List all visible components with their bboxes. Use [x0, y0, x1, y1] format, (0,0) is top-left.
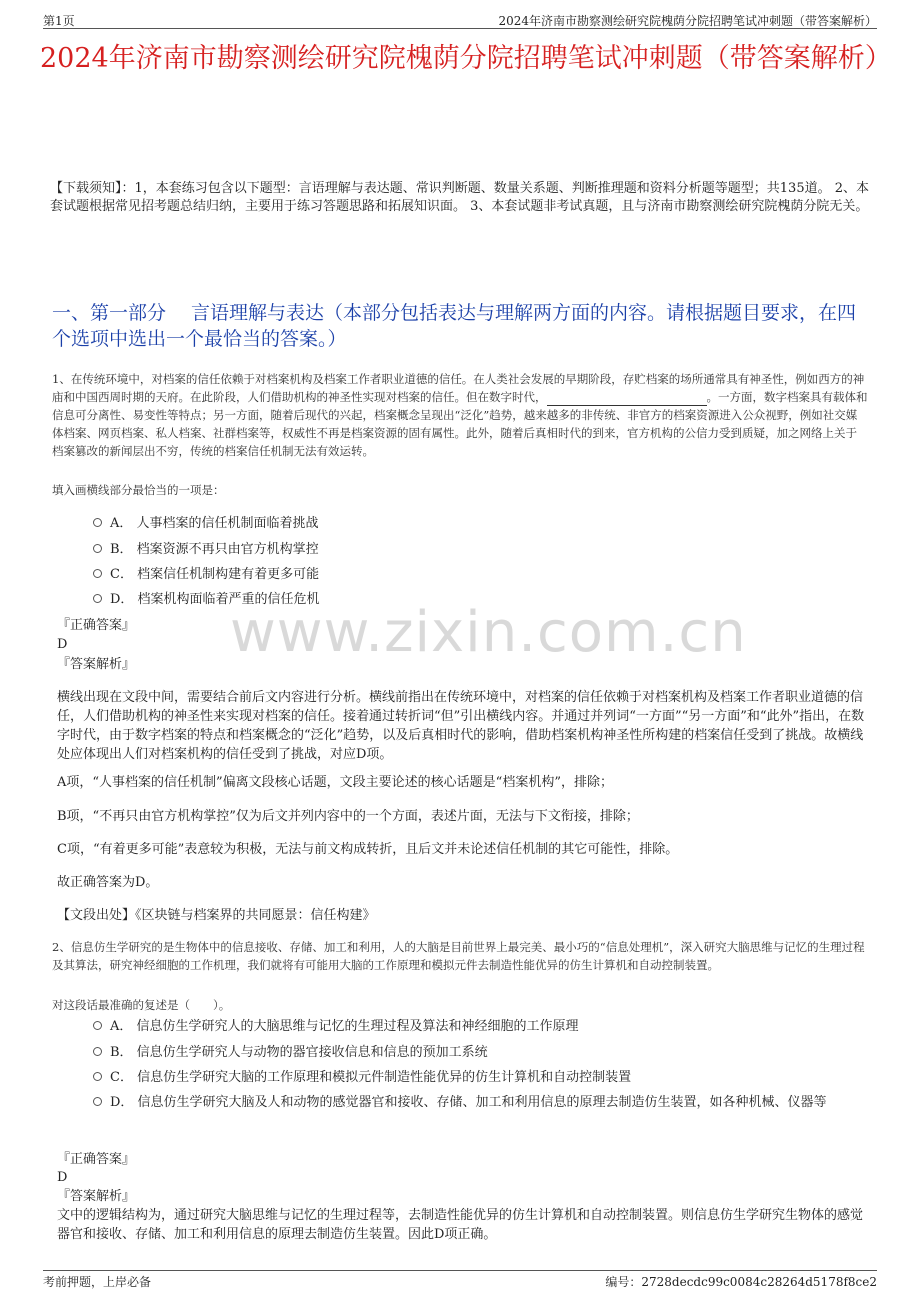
- option-text: A． 信息仿生学研究人的大脑思维与记忆的生理过程及算法和神经细胞的工作原理: [110, 1019, 579, 1034]
- question-2-analysis: 文中的逻辑结构为，通过研究大脑思维与记忆的生理过程等，去制造性能优异的仿生计算机和自动控制装置。则信息仿生学研究生物体的感觉器官和接收、存储、加工和利用信息的原理去制造仿生装置。因此D项正确。: [57, 1208, 864, 1242]
- page-number: 第1页: [43, 14, 75, 28]
- page-footer: [43, 1270, 877, 1287]
- question-1-option-c[interactable]: [93, 565, 860, 585]
- question-2-stem: 2、信息仿生学研究的是生物体中的信息接收、存储、加工和利用，人的大脑是目前世界上最完美、最小巧的“信息处理机”，深入研究大脑思维与记忆的生理过程及其算法，研究神经细胞的工作机理，我们就将有可能用大脑的工作原理和模拟元件去制造性能优异的仿生计算机和自动控制装置。: [52, 940, 865, 972]
- question-1-stem-part-a: 1、在传统环境中，对档案的信任依赖于对档案机构及档案工作者职业道德的信任。在人类社会发展的早期阶段，存贮档案的场所通常具有神圣性，例如西方的神庙和中国西周时期的天府。在此阶段，人们借助机构的神圣性实现对档案的信任。但在数字时代，: [52, 372, 865, 404]
- watermark: www.zixin.com.cn: [230, 600, 747, 665]
- option-text: B． 档案资源不再只由官方机构掌控: [110, 542, 319, 557]
- option-text: B． 信息仿生学研究人与动物的器官接收信息和信息的预加工系统: [110, 1045, 488, 1060]
- question-2-option-a[interactable]: [93, 1017, 860, 1037]
- question-2-option-b[interactable]: [93, 1043, 860, 1063]
- question-2-answer: D: [57, 1170, 68, 1185]
- question-2-answer-label: 『正确答案』: [57, 1152, 136, 1167]
- radio-icon[interactable]: [93, 544, 102, 553]
- radio-icon[interactable]: [93, 1097, 102, 1106]
- document-title: 2024年济南市勘察测绘研究院槐荫分院招聘笔试冲刺题（带答案解析）: [40, 43, 892, 74]
- option-text: C． 档案信任机制构建有着更多可能: [110, 567, 320, 582]
- radio-icon[interactable]: [93, 1072, 102, 1081]
- radio-icon[interactable]: [93, 518, 102, 527]
- question-1-analysis-label: 『答案解析』: [57, 657, 136, 672]
- radio-icon[interactable]: [93, 594, 102, 603]
- question-1-explain-b: B项，“不再只由官方机构掌控”仅为后文并列内容中的一个方面，表述片面，无法与下文衔接，排除；: [57, 809, 639, 824]
- question-1-answer: D: [57, 637, 68, 652]
- page-header: [43, 10, 877, 29]
- question-1-option-b[interactable]: [93, 540, 860, 560]
- radio-icon[interactable]: [93, 1021, 102, 1030]
- question-1-explain-a: A项，“人事档案的信任机制”偏离文段核心话题，文段主要论述的核心话题是“档案机构”，排除；: [57, 775, 613, 790]
- question-1-prompt: 填入画横线部分最恰当的一项是：: [52, 483, 225, 497]
- question-1-stem-part-b: 。一方面，数字档案具有载体和信息可分离性、易变性等特点；另一方面，随着后现代的兴起，档案概念呈现出“泛化”趋势，越来越多的非传统、非官方的档案资源进入公众视野，例如社交媒体档案、网页档案、私人档案、社群档案等，权威性不再是档案资源的固有属性。此外，随着后真相时代的到来，官方机构的公信力受到质疑，加之网络上关于档案篡改的新闻层出不穷，传统的档案信任机制无法有效运转。: [52, 390, 868, 458]
- fill-blank-line: [547, 393, 707, 406]
- option-text: C． 信息仿生学研究大脑的工作原理和模拟元件制造性能优异的仿生计算机和自动控制装置: [110, 1070, 632, 1085]
- question-1-explain-c: C项，“有着更多可能”表意较为积极，无法与前文构成转折，且后文并未论述信任机制的其它可能性，排除。: [57, 842, 679, 857]
- question-1-stem: [52, 370, 868, 460]
- question-2-analysis-label: 『答案解析』: [57, 1189, 136, 1204]
- question-1-answer-label: 『正确答案』: [57, 618, 136, 633]
- option-text: D． 档案机构面临着严重的信任危机: [110, 592, 320, 607]
- question-1-analysis: 横线出现在文段中间，需要结合前后文内容进行分析。横线前指出在传统环境中，对档案的信任依赖于对档案机构及档案工作者职业道德的信任，人们借助机构的神圣性来实现对档案的信任。接着通过转折词“但”引出横线内容。并通过并列词“一方面”“另一方面”和“此外”指出，在数字时代，由于数字档案的特点和档案概念的“泛化”趋势，以及后真相时代的影响，借助档案机构神圣性所构建的档案信任受到了挑战。故横线处应体现出人们对档案机构的信任受到了挑战，对应D项。: [57, 690, 865, 762]
- question-2-prompt: 对这段话最准确的复述是（ ）。: [52, 998, 231, 1012]
- question-2-option-c[interactable]: [93, 1068, 860, 1088]
- question-1-option-a[interactable]: [93, 514, 860, 534]
- option-text: A． 人事档案的信任机制面临着挑战: [110, 516, 319, 531]
- option-text: D． 信息仿生学研究大脑及人和动物的感觉器官和接收、存储、加工和利用信息的原理去制造仿生装置，如各种机械、仪器等: [110, 1095, 827, 1110]
- question-1-source: 【文段出处】《区块链与档案界的共同愿景：信任构建》: [57, 908, 376, 923]
- section-heading: 一、第一部分 言语理解与表达（本部分包括表达与理解两方面的内容。请根据题目要求，在四个选项中选出一个最恰当的答案。）: [52, 302, 857, 350]
- download-notice: 【下载须知】：1，本套练习包含以下题型：言语理解与表达题、常识判断题、数量关系题、判断推理题和资料分析题等题型；共135道。 2、本套试题根据常见招考题总结归纳，主要用于练习答题思路和拓展知识面。 3、本套试题非考试真题，且与济南市勘察测绘研究院槐荫分院无关。: [50, 181, 869, 214]
- footer-slogan: 考前押题，上岸必备: [43, 1275, 152, 1289]
- question-2-option-d[interactable]: [93, 1093, 860, 1113]
- header-doc-title: 2024年济南市勘察测绘研究院槐荫分院招聘笔试冲刺题（带答案解析）: [498, 14, 877, 28]
- footer-doc-id: 编号：2728decdc99c0084c28264d5178f8ce2: [605, 1275, 877, 1289]
- radio-icon[interactable]: [93, 569, 102, 578]
- question-1-conclusion: 故正确答案为D。: [57, 875, 159, 890]
- radio-icon[interactable]: [93, 1047, 102, 1056]
